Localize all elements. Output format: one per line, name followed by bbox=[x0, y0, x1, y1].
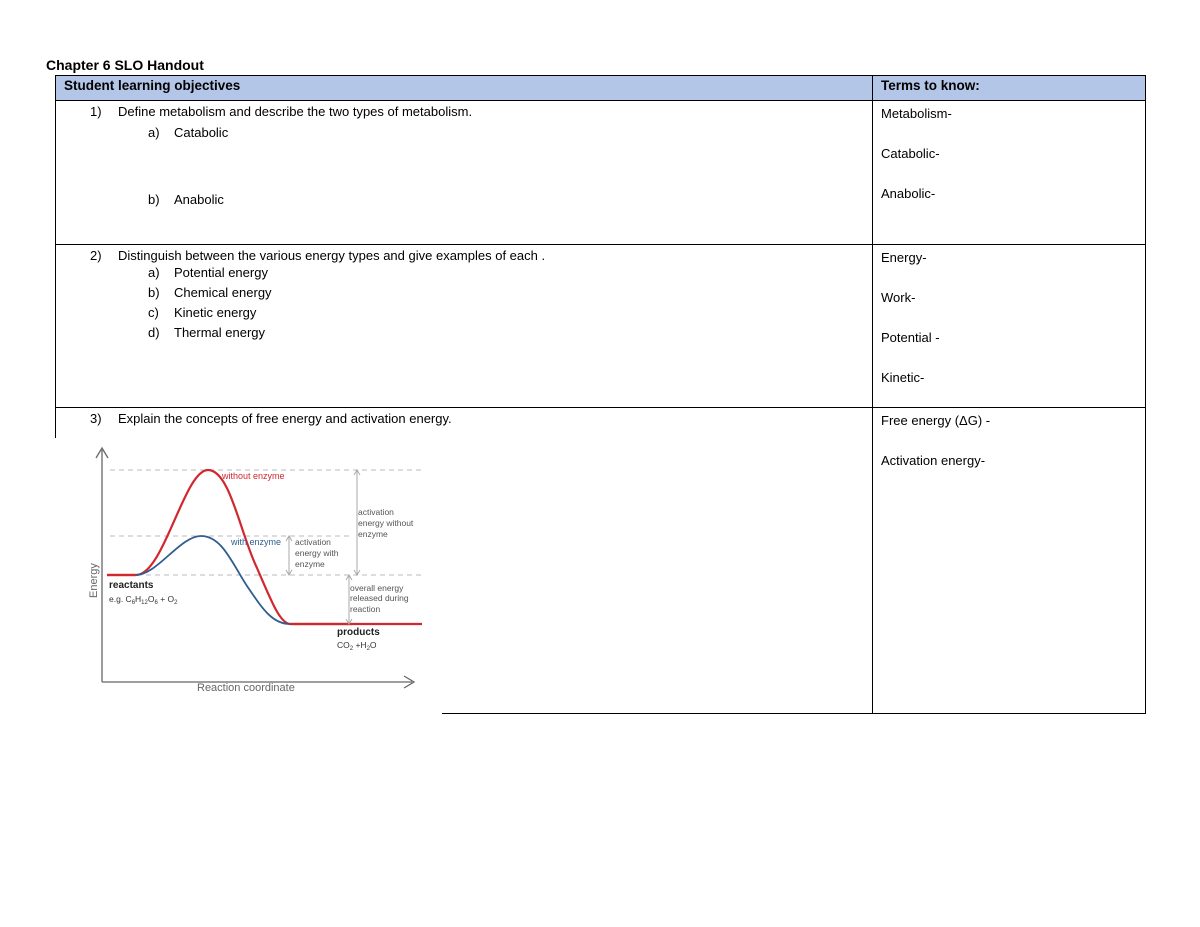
term-label: Activation energy- bbox=[881, 453, 986, 468]
label-products: products bbox=[337, 627, 380, 638]
sub-text: Anabolic bbox=[174, 192, 224, 207]
table-row bbox=[56, 101, 1146, 245]
header-objectives: Student learning objectives bbox=[56, 76, 873, 101]
energy-diagram-svg bbox=[52, 438, 442, 718]
term-label: Potential - bbox=[881, 330, 940, 345]
sub-text: Potential energy bbox=[174, 265, 268, 280]
table-row bbox=[56, 245, 1146, 408]
label-products-example: $CO_2 +H_2O$ bbox=[337, 640, 377, 652]
curve-with-enzyme bbox=[136, 536, 290, 624]
doc-title: Chapter 6 SLO Handout bbox=[46, 57, 204, 73]
y-axis-label: Energy bbox=[88, 563, 100, 598]
sub-text: Thermal energy bbox=[174, 325, 266, 340]
terms-cell bbox=[873, 245, 1146, 408]
terms-cell bbox=[873, 101, 1146, 245]
sub-letter: d) bbox=[148, 325, 160, 340]
sub-letter: b) bbox=[148, 192, 160, 207]
label-without-enzyme: without enzyme bbox=[222, 471, 285, 481]
label-act-without: energy without bbox=[358, 518, 414, 528]
x-axis-label: Reaction coordinate bbox=[197, 682, 295, 694]
term-label: Catabolic- bbox=[881, 146, 940, 161]
sub-letter: a) bbox=[148, 265, 160, 280]
label-act-without: enzyme bbox=[358, 529, 388, 539]
label-overall: overall energy bbox=[350, 583, 404, 593]
sub-letter: c) bbox=[148, 305, 159, 320]
term-label: Kinetic- bbox=[881, 370, 925, 385]
term-label: Energy- bbox=[881, 250, 927, 265]
label-act-without: activation bbox=[358, 507, 394, 517]
header-terms: Terms to know: bbox=[873, 76, 1146, 101]
activation-energy-diagram bbox=[52, 438, 442, 718]
objective-text: Explain the concepts of free energy and activation energy. bbox=[118, 411, 452, 426]
objective-cell bbox=[56, 245, 873, 408]
sub-text: Chemical energy bbox=[174, 285, 272, 300]
sub-text: Kinetic energy bbox=[174, 305, 257, 320]
label-overall: reaction bbox=[350, 604, 381, 614]
objective-cell bbox=[56, 101, 873, 245]
objective-text: Define metabolism and describe the two types of metabolism. bbox=[118, 104, 473, 119]
sub-letter: a) bbox=[148, 125, 160, 140]
objective-number: 1) bbox=[90, 104, 102, 119]
label-reactants: reactants bbox=[109, 580, 154, 591]
label-act-with: activation bbox=[295, 537, 331, 547]
sub-letter: b) bbox=[148, 285, 160, 300]
label-act-with: energy with bbox=[295, 548, 339, 558]
term-label: Metabolism- bbox=[881, 106, 952, 121]
label-overall: released during bbox=[350, 593, 409, 603]
label-with-enzyme: with enzyme bbox=[231, 537, 282, 547]
label-reactants-example: e.g. $C_6H_{12}O_6 + O_2$ bbox=[109, 594, 178, 606]
term-label: Free energy (ΔG) - bbox=[881, 413, 991, 428]
term-label: Anabolic- bbox=[881, 186, 936, 201]
term-label: Work- bbox=[881, 290, 916, 305]
sub-text: Catabolic bbox=[174, 125, 229, 140]
objective-number: 2) bbox=[90, 248, 102, 263]
label-act-with: enzyme bbox=[295, 559, 325, 569]
terms-cell bbox=[873, 408, 1146, 714]
objective-text: Distinguish between the various energy types and give examples of each . bbox=[118, 248, 546, 263]
objective-number: 3) bbox=[90, 411, 102, 426]
